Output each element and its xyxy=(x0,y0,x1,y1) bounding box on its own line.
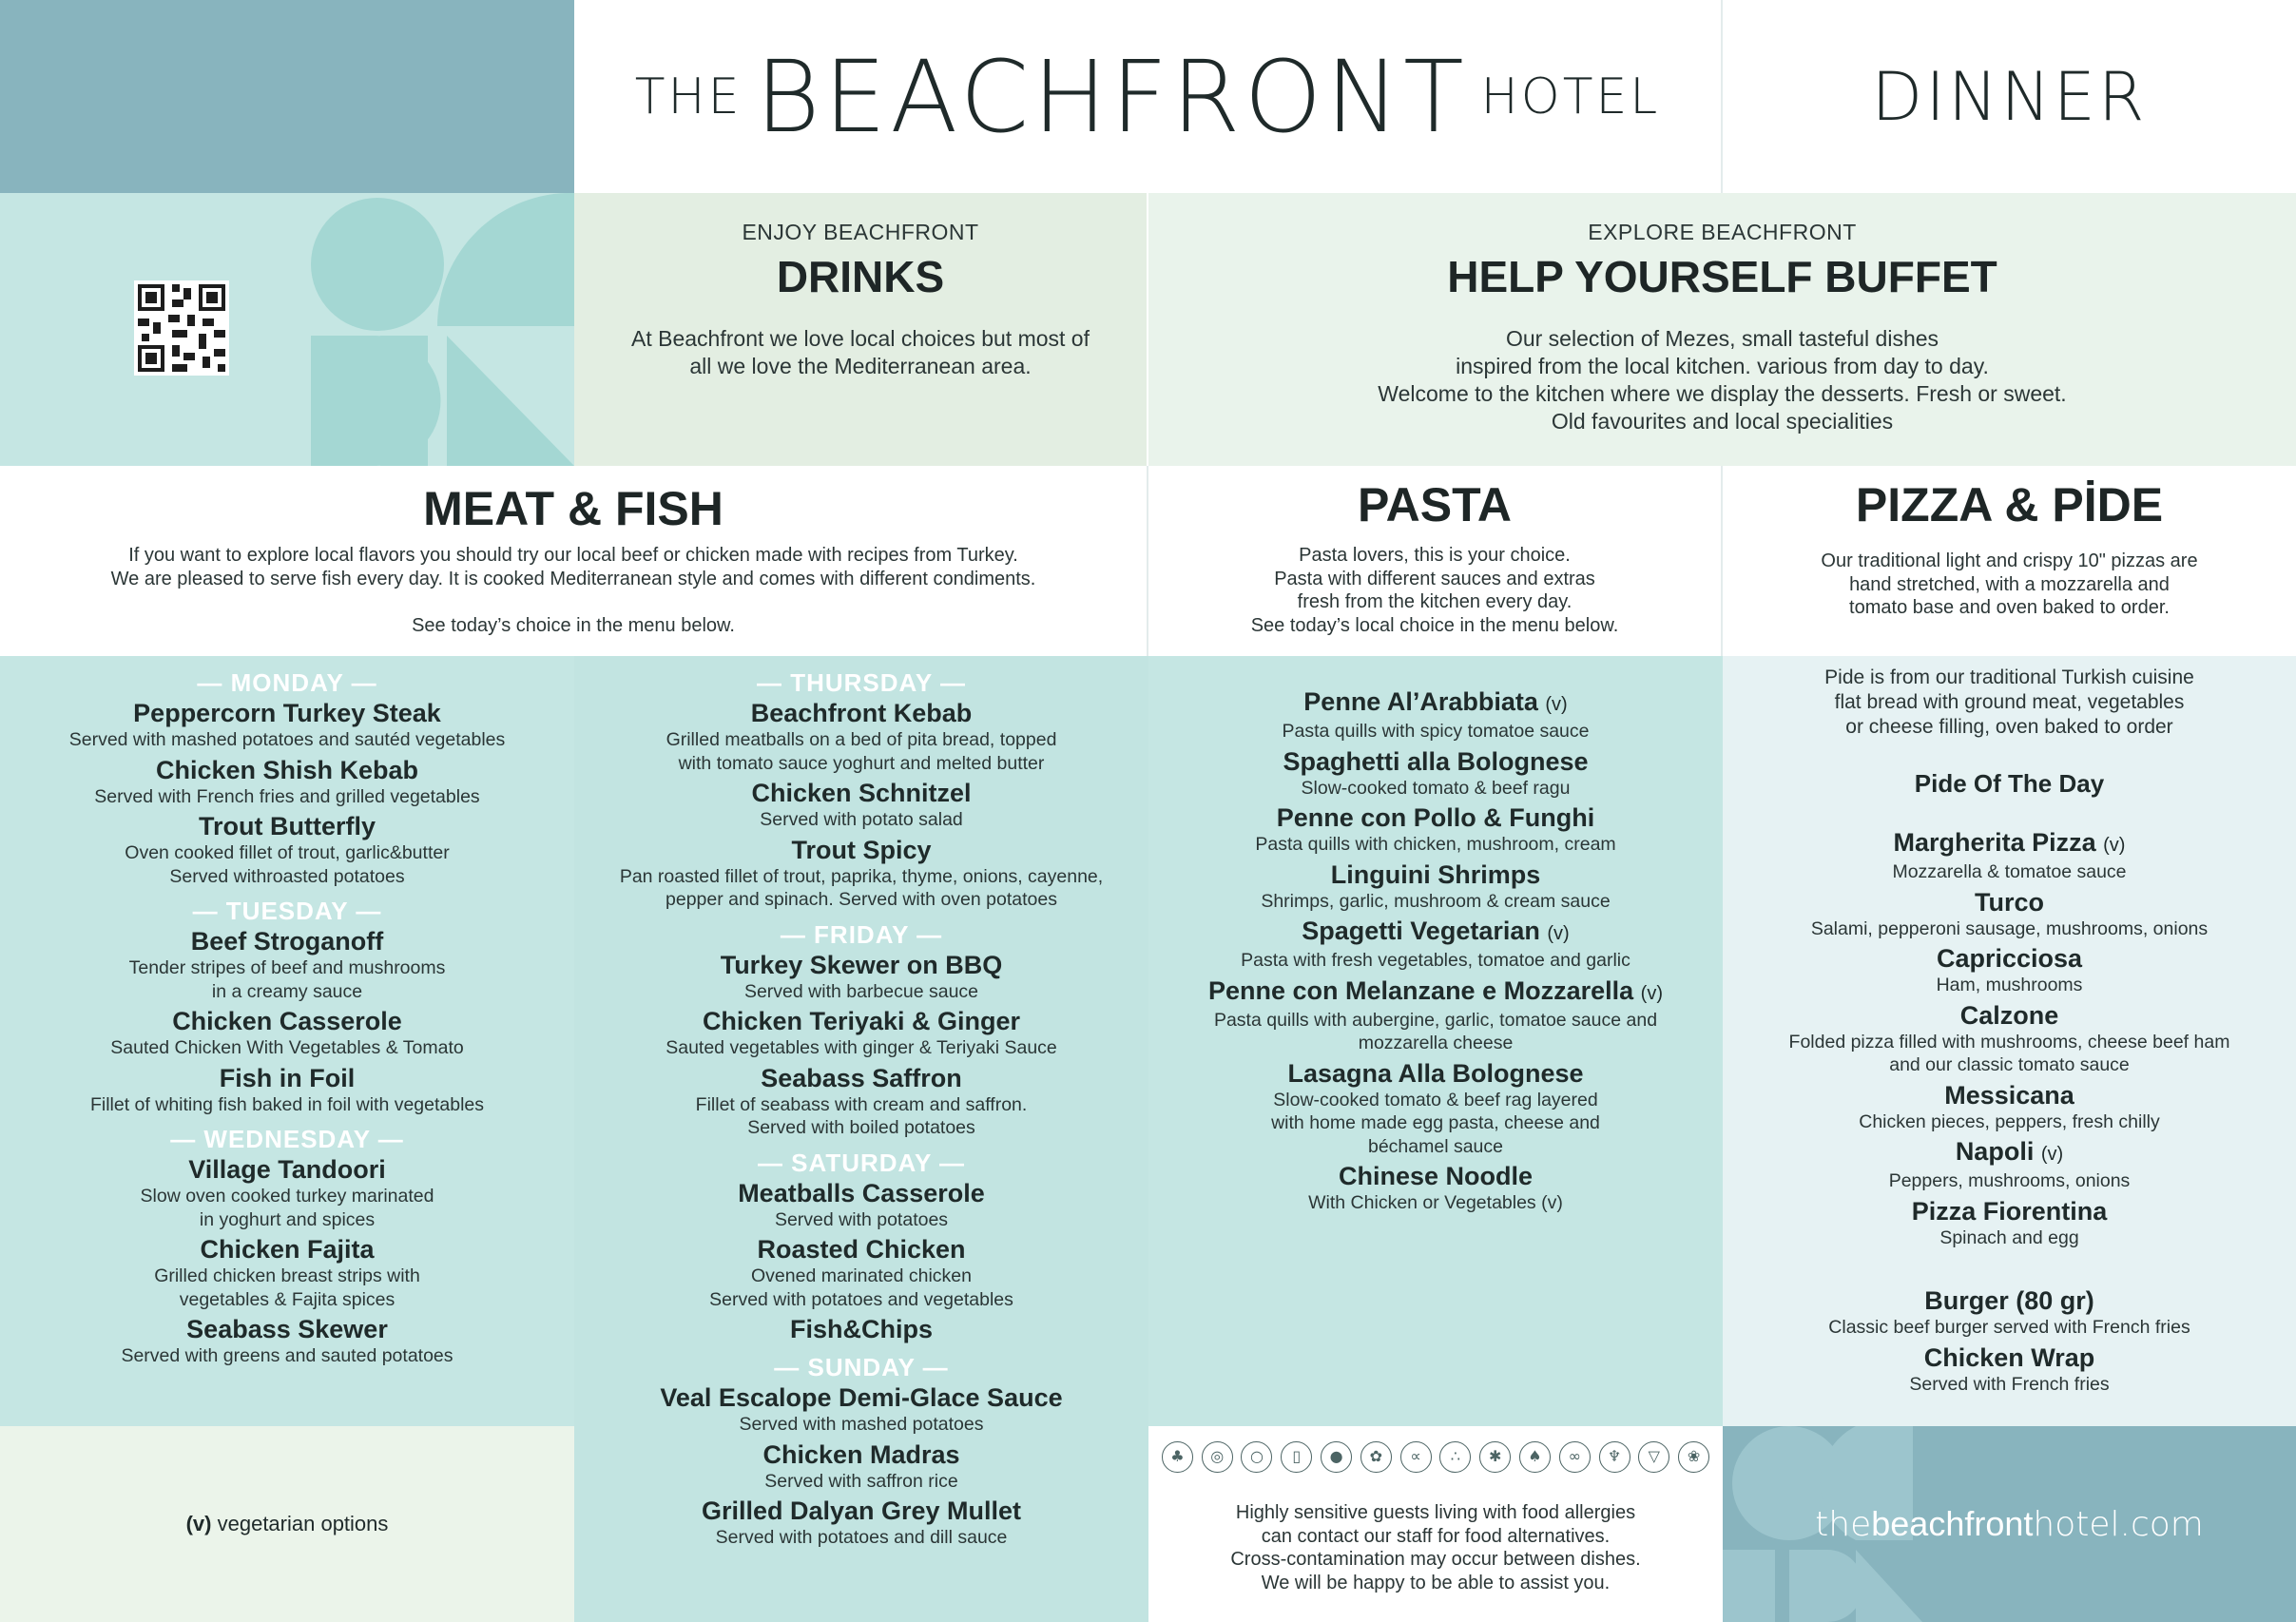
menu-item xyxy=(1148,1161,1723,1215)
dish-description: Tender stripes of beef and mushrooms xyxy=(128,957,446,978)
menu-item xyxy=(1723,1136,2296,1193)
dish-name: Turco xyxy=(1975,887,2044,917)
buffet-kicker: EXPLORE BEACHFRONT xyxy=(1588,220,1857,244)
pasta-text: Pasta lovers, this is your choice. Pasta with different sauces and extras fresh from the kitchen every day. See today’s local choice in the menu below. xyxy=(1250,545,1619,636)
dish-description: Grilled meatballs on a bed of pita bread, topped xyxy=(666,729,1057,750)
dish-name: Pizza Fiorentina xyxy=(1911,1196,2108,1226)
meat-fish-title: MEAT & FISH xyxy=(423,482,724,535)
dish-name: Calzone xyxy=(1959,1000,2059,1030)
title-prefix: THE xyxy=(634,68,743,126)
dish-name: Village Tandoori xyxy=(188,1155,386,1184)
peanut-icon: ∞ xyxy=(1559,1441,1591,1473)
dish-description: Slow-cooked tomato & beef rag layered xyxy=(1273,1089,1598,1110)
sesame-icon: ∴ xyxy=(1439,1441,1471,1473)
dish-name: Messicana xyxy=(1944,1080,2074,1110)
dish-name: Spaghetti alla Bolognese xyxy=(1283,746,1589,776)
menu-item xyxy=(1723,827,2296,884)
menu-item xyxy=(574,1178,1148,1232)
vegetarian-marker: (v) xyxy=(2103,835,2126,856)
pasta-title: PASTA xyxy=(1357,478,1513,531)
nuts-icon: ● xyxy=(1321,1441,1352,1473)
dish-name: Chicken Casserole xyxy=(172,1007,402,1035)
dish-description: Folded pizza filled with mushrooms, cheese beef ham xyxy=(1788,1031,2230,1052)
veg-text: vegetarian options xyxy=(217,1512,389,1535)
menu-item xyxy=(1148,975,1723,1055)
menu-item xyxy=(574,698,1148,775)
qr-panel xyxy=(0,193,574,466)
menu-item xyxy=(574,1439,1148,1494)
dish-description: Sauted vegetables with ginger & Teriyaki Sauce xyxy=(666,1037,1057,1058)
day-heading: — SATURDAY — xyxy=(757,1148,966,1177)
menu-item xyxy=(574,1063,1148,1140)
shellfish-icon: ◎ xyxy=(1202,1441,1233,1473)
dish-description: Served with barbecue sauce xyxy=(743,980,979,1002)
menu-item xyxy=(574,1382,1148,1437)
dish-name: Chinese Noodle xyxy=(1338,1162,1534,1190)
meat-fish-intro xyxy=(0,466,1148,656)
dish-description: Pan roasted fillet of trout, paprika, thyme, onions, cayenne, xyxy=(619,865,1104,887)
website-panel xyxy=(1723,1426,2296,1622)
dish-description: Grilled chicken breast strips with xyxy=(154,1265,420,1286)
pizza-title: PIZZA & PİDE xyxy=(1855,478,2164,531)
hotel-title xyxy=(574,0,1723,193)
day-heading: — MONDAY — xyxy=(197,668,377,697)
dish-description: Served with potato salad xyxy=(760,809,963,830)
drinks-section xyxy=(574,193,1148,466)
dish-description: Classic beef burger served with French fries xyxy=(1828,1317,2190,1338)
dish-description: Slow-cooked tomato & beef ragu xyxy=(1301,777,1571,799)
dish-description: in yoghurt and spices xyxy=(199,1208,376,1230)
veg-marker: (v) xyxy=(185,1512,212,1535)
menu-item xyxy=(1148,686,1723,743)
dish-name: Chicken Shish Kebab xyxy=(155,755,419,784)
menu-item xyxy=(0,1154,574,1231)
dish-description: béchamel sauce xyxy=(1367,1135,1503,1157)
drinks-title: DRINKS xyxy=(776,252,945,301)
dish-description: Pasta with fresh vegetables, tomatoe and garlic xyxy=(1241,950,1630,971)
dish-name: Grilled Dalyan Grey Mullet xyxy=(701,1496,1022,1525)
dish-description: Served with potatoes and vegetables xyxy=(709,1288,1013,1310)
menu-item xyxy=(0,926,574,1003)
dish-description: With Chicken or Vegetables (v) xyxy=(1308,1192,1563,1213)
dish-name: Beef Stroganoff xyxy=(190,927,384,956)
celery-icon: ♆ xyxy=(1599,1441,1630,1473)
dish-description: Served with French fries and grilled vegetables xyxy=(94,785,480,807)
egg-icon: ○ xyxy=(1241,1441,1272,1473)
dish-name: Turkey Skewer on BBQ xyxy=(720,950,1003,979)
dish-description: Shrimps, garlic, mushroom & cream sauce xyxy=(1261,890,1611,912)
menu-item xyxy=(0,1063,574,1117)
menu-item xyxy=(574,835,1148,912)
dish-description: Fillet of whiting fish baked in foil with vegetables xyxy=(89,1093,485,1115)
dish-description: mozzarella cheese xyxy=(1358,1033,1514,1053)
pide-of-the-day: Pide Of The Day xyxy=(1914,769,2105,798)
dish-name: Burger (80 gr) xyxy=(1924,1286,2094,1315)
dish-description: Slow oven cooked turkey marinated xyxy=(140,1186,434,1207)
dish-name: Napoli (v) xyxy=(1955,1137,2064,1166)
dish-name: Fish in Foil xyxy=(219,1063,356,1092)
dish-name: Seabass Skewer xyxy=(186,1315,388,1343)
dish-name: Trout Spicy xyxy=(791,835,932,864)
menu-item xyxy=(574,1314,1148,1344)
dish-name: Fish&Chips xyxy=(789,1315,933,1343)
dish-description: Mozzarella & tomatoe sauce xyxy=(1892,861,2127,882)
dish-description: Pasta quills with spicy tomatoe sauce xyxy=(1282,721,1590,742)
dish-description: with home made egg pasta, cheese and xyxy=(1271,1112,1600,1133)
dish-name: Meatballs Casserole xyxy=(738,1178,985,1207)
dish-description: Served with mashed potatoes and sautéd vegetables xyxy=(68,729,506,750)
drinks-text: At Beachfront we love local choices but most of all we love the Mediterranean area. xyxy=(631,326,1090,378)
dish-description: Sauted Chicken With Vegetables & Tomato xyxy=(110,1037,464,1058)
menu-item xyxy=(574,950,1148,1004)
dish-description: in a creamy sauce xyxy=(211,980,363,1002)
mushroom-icon: ♠ xyxy=(1519,1441,1551,1473)
dish-name: Spagetti Vegetarian (v) xyxy=(1302,917,1570,945)
dish-description: pepper and spinach. Served with oven potatoes xyxy=(666,889,1057,910)
dish-description: with tomato sauce yoghurt and melted butter xyxy=(678,752,1045,774)
pasta-menu xyxy=(1148,656,1723,1426)
dish-description: Served with greens and sauted potatoes xyxy=(121,1345,453,1366)
dish-name: Penne con Pollo & Funghi xyxy=(1276,803,1595,832)
vegetarian-legend xyxy=(0,1426,574,1622)
menu-item xyxy=(574,1006,1148,1060)
menu-item xyxy=(0,811,574,888)
dish-name: Penne Al’Arabbiata (v) xyxy=(1303,687,1568,716)
dish-description: Fillet of seabass with cream and saffron. xyxy=(695,1093,1028,1115)
dish-name: Beachfront Kebab xyxy=(750,699,973,727)
dish-description: Pasta quills with aubergine, garlic, tomatoe sauce and xyxy=(1213,1009,1658,1031)
allergen-icons xyxy=(1148,1441,1723,1473)
wheat-icon: ♣ xyxy=(1162,1441,1193,1473)
menu-item xyxy=(0,1234,574,1311)
menu-item xyxy=(574,1234,1148,1311)
allergy-info xyxy=(1148,1426,1723,1622)
buffet-section xyxy=(1148,193,2296,466)
dish-name: Chicken Schnitzel xyxy=(751,779,972,807)
menu-item xyxy=(1148,1058,1723,1159)
dish-name: Linguini Shrimps xyxy=(1330,859,1541,889)
pasta-intro xyxy=(1148,466,1723,656)
dish-name: Chicken Madras xyxy=(762,1439,960,1469)
dish-description: and our classic tomato sauce xyxy=(1889,1054,2130,1075)
menu-item xyxy=(1723,1000,2296,1077)
qr-code-icon[interactable] xyxy=(134,280,229,376)
dish-description: Served with potatoes and dill sauce xyxy=(715,1527,1008,1548)
dish-name: Roasted Chicken xyxy=(757,1235,966,1264)
menu-item xyxy=(0,698,574,752)
vegetarian-marker: (v) xyxy=(2040,1144,2064,1165)
pizza-menu xyxy=(1723,656,2296,1426)
menu-item xyxy=(1723,887,2296,941)
dish-description: Ham, mushrooms xyxy=(1936,975,2083,995)
dish-description: Served with saffron rice xyxy=(764,1470,958,1492)
dish-description: Ovened marinated chicken xyxy=(751,1265,972,1286)
day-heading: — THURSDAY — xyxy=(756,668,967,697)
dish-description: Pasta quills with chicken, mushroom, cream xyxy=(1255,834,1616,855)
dish-description: Oven cooked fillet of trout, garlic&butter xyxy=(125,842,450,863)
crustacean-icon: ✱ xyxy=(1479,1441,1511,1473)
dish-description: Served with boiled potatoes xyxy=(747,1117,975,1138)
day-heading: — TUESDAY — xyxy=(192,897,382,925)
meat-fish-text: If you want to explore local flavors you should try our local beef or chicken made with recipes from Turkey. We are pleased to serve fish every day. It is cooked Mediterranean style and comes with different condiments. See today’s choice in the menu below. xyxy=(110,545,1036,636)
dish-name: Margherita Pizza (v) xyxy=(1893,828,2126,857)
menu-item xyxy=(1148,746,1723,801)
header-teal-panel xyxy=(0,0,574,193)
menu-item xyxy=(1723,1196,2296,1250)
dish-name: Trout Butterfly xyxy=(199,812,376,840)
lupin-icon: ❀ xyxy=(1678,1441,1709,1473)
dish-name: Lasagna Alla Bolognese xyxy=(1287,1058,1584,1088)
menu-item xyxy=(1723,1342,2296,1397)
buffet-text: Our selection of Mezes, small tasteful dishes inspired from the local kitchen. various from day to day. Welcome to the kitchen where we display the desserts. Fresh or sweet. Old favourites and local specialities xyxy=(1378,326,2067,434)
menu-column-mon-wed xyxy=(0,656,574,1426)
pide-description: Pide is from our traditional Turkish cuisine flat bread with ground meat, vegetables or cheese filling, oven baked to order xyxy=(1824,666,2194,738)
dish-name: Capricciosa xyxy=(1936,944,2083,973)
menu-item xyxy=(1148,859,1723,914)
pizza-intro xyxy=(1723,466,2296,656)
website-link[interactable]: thebeachfronthotel.com xyxy=(1815,1504,2204,1544)
mustard-icon: ✿ xyxy=(1360,1441,1392,1473)
drinks-kicker: ENJOY BEACHFRONT xyxy=(742,220,979,244)
dish-description: Peppers, mushrooms, onions xyxy=(1888,1170,2131,1191)
wine-icon: ▽ xyxy=(1638,1441,1669,1473)
menu-item xyxy=(0,1006,574,1060)
menu-item xyxy=(1723,943,2296,997)
milk-icon: ▯ xyxy=(1281,1441,1312,1473)
dish-description: Spinach and egg xyxy=(1939,1226,2079,1248)
dish-name: Chicken Teriyaki & Ginger xyxy=(702,1007,1021,1035)
menu-item xyxy=(574,778,1148,832)
vegetarian-marker: (v) xyxy=(1547,923,1570,944)
title-suffix: HOTEL xyxy=(1480,68,1661,126)
decorative-shapes xyxy=(0,193,574,466)
menu-item xyxy=(1148,802,1723,857)
meal-title: DINNER xyxy=(1723,0,2296,193)
menu-item xyxy=(574,1496,1148,1550)
extra-list xyxy=(1723,1285,2296,1396)
menu-item xyxy=(0,1314,574,1368)
dish-description: Served with mashed potatoes xyxy=(739,1414,984,1435)
title-main: BEACHFRONT xyxy=(755,38,1468,155)
dish-name: Peppercorn Turkey Steak xyxy=(133,699,441,727)
dish-name: Veal Escalope Demi-Glace Sauce xyxy=(660,1383,1063,1412)
dish-description: Chicken pieces, peppers, fresh chilly xyxy=(1859,1110,2160,1132)
menu-item xyxy=(0,755,574,809)
dish-description: Salami, pepperoni sausage, mushrooms, onions xyxy=(1810,917,2209,939)
dish-description: Served withroasted potatoes xyxy=(169,865,405,887)
vegetarian-marker: (v) xyxy=(1640,982,1663,1004)
menu-item xyxy=(1723,1080,2296,1134)
day-heading: — FRIDAY — xyxy=(780,919,943,949)
dish-name: Seabass Saffron xyxy=(761,1063,962,1092)
menu-column-thu-sun xyxy=(574,656,1148,1622)
dish-description: vegetables & Fajita spices xyxy=(179,1288,396,1310)
allergy-text: Highly sensitive guests living with food allergies can contact our staff for food alternatives. Cross-contamination may occur between dishes. We will be happy to be able to assist you. xyxy=(1230,1502,1641,1593)
fish-icon: ∝ xyxy=(1400,1441,1432,1473)
buffet-title: HELP YOURSELF BUFFET xyxy=(1447,252,1997,301)
dish-description: Served with French fries xyxy=(1909,1373,2110,1395)
day-heading: — SUNDAY — xyxy=(774,1353,949,1381)
day-heading: — WEDNESDAY — xyxy=(170,1125,404,1153)
pizza-text: Our traditional light and crispy 10" pizzas are hand stretched, with a mozzarella and tomato base and oven baked to order. xyxy=(1821,550,2198,618)
dish-name: Chicken Wrap xyxy=(1923,1342,2095,1372)
dish-name: Penne con Melanzane e Mozzarella (v) xyxy=(1208,975,1663,1005)
dish-name: Chicken Fajita xyxy=(200,1235,375,1264)
menu-item xyxy=(1148,916,1723,973)
menu-item xyxy=(1723,1285,2296,1340)
pizza-list xyxy=(1723,827,2296,1249)
vegetarian-marker: (v) xyxy=(1545,694,1568,715)
dish-description: Served with potatoes xyxy=(774,1208,949,1230)
